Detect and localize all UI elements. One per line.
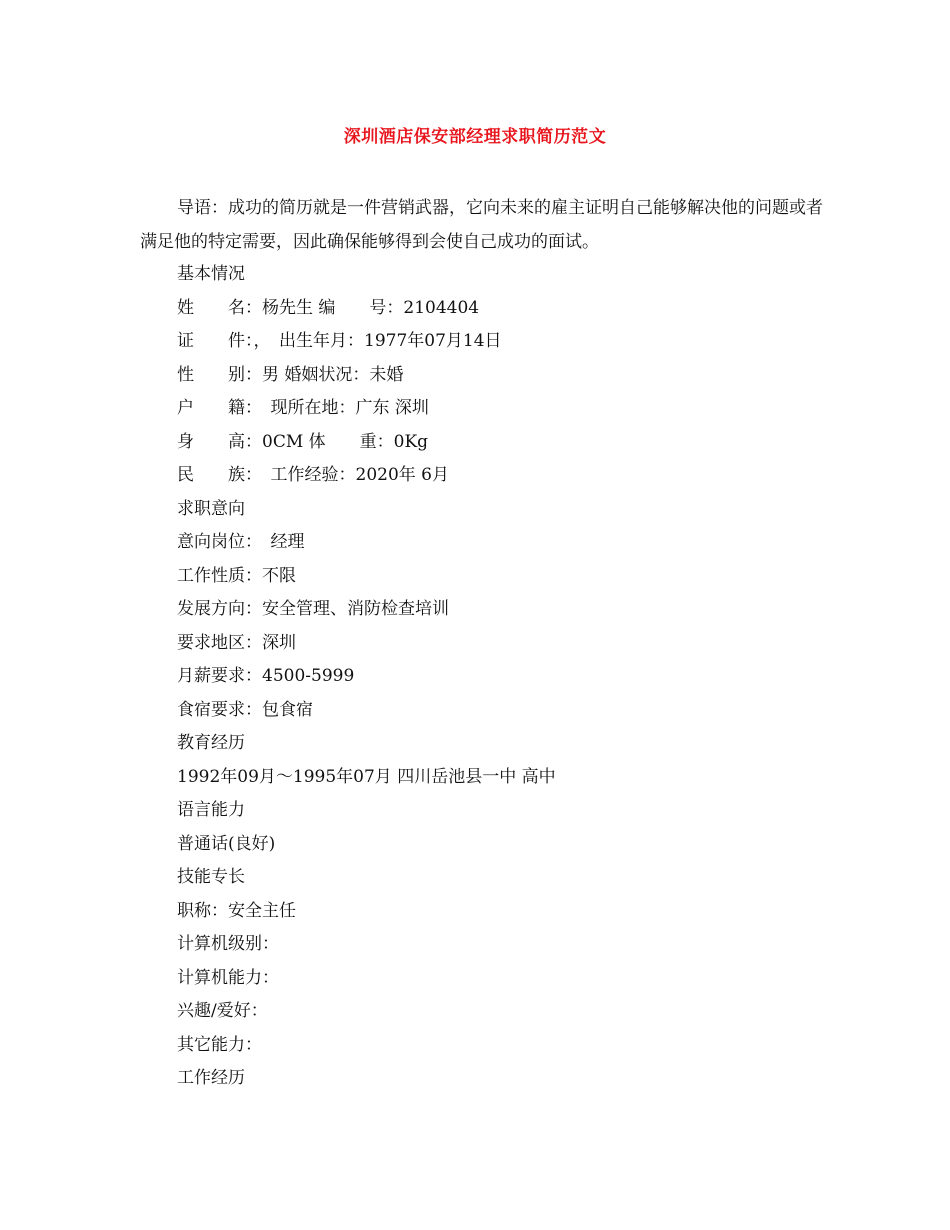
- info-line-household-location: 户 籍： 现所在地：广东 深圳: [177, 398, 429, 418]
- skills-line-title: 职称：安全主任: [177, 900, 296, 921]
- skills-line-computer-ability: 计算机能力：: [177, 967, 279, 988]
- info-line-ethnicity-experience: 民 族： 工作经验：2020年 6月: [177, 465, 449, 485]
- skills-line-hobbies: 兴趣/爱好：: [177, 1001, 268, 1021]
- section-heading-education: 教育经历: [177, 733, 245, 753]
- section-heading-job-intention: 求职意向: [177, 498, 245, 519]
- section-heading-basic-info: 基本情况: [177, 264, 245, 284]
- language-line: 普通话(良好): [177, 833, 276, 854]
- intention-line-board: 食宿要求：包食宿: [177, 699, 313, 720]
- info-line-name-id: 姓 名：杨先生 编 号：2104404: [177, 297, 480, 318]
- section-heading-work-experience: 工作经历: [177, 1068, 245, 1088]
- section-heading-language: 语言能力: [177, 800, 245, 820]
- info-line-height-weight: 身 高：0CM 体 重：0Kg: [177, 431, 429, 452]
- intention-line-salary: 月薪要求：4500-5999: [177, 666, 355, 686]
- skills-line-other: 其它能力：: [177, 1034, 262, 1055]
- intention-line-position: 意向岗位： 经理: [177, 532, 305, 552]
- document-title: 深圳酒店保安部经理求职简历范文: [343, 127, 607, 147]
- resume-lines: [177, 258, 837, 1096]
- intention-line-direction: 发展方向：安全管理、消防检查培训: [177, 599, 449, 619]
- intention-line-job-type: 工作性质：不限: [177, 565, 296, 586]
- intro-paragraph: 导语：成功的简历就是一件营销武器，它向未来的雇主证明自己能够解决他的问题或者满足他的特定需要，因此确保能够得到会使自己成功的面试。: [140, 198, 823, 252]
- section-heading-skills: 技能专长: [177, 867, 245, 887]
- intention-line-region: 要求地区：深圳: [177, 632, 296, 653]
- info-line-id-birth: 证 件：， 出生年月：1977年07月14日: [177, 331, 502, 351]
- education-line: 1992年09月～1995年07月 四川岳池县一中 高中: [177, 766, 556, 787]
- skills-line-computer-level: 计算机级别：: [177, 934, 279, 954]
- info-line-gender-marital: 性 别：男 婚姻状况：未婚: [177, 364, 404, 385]
